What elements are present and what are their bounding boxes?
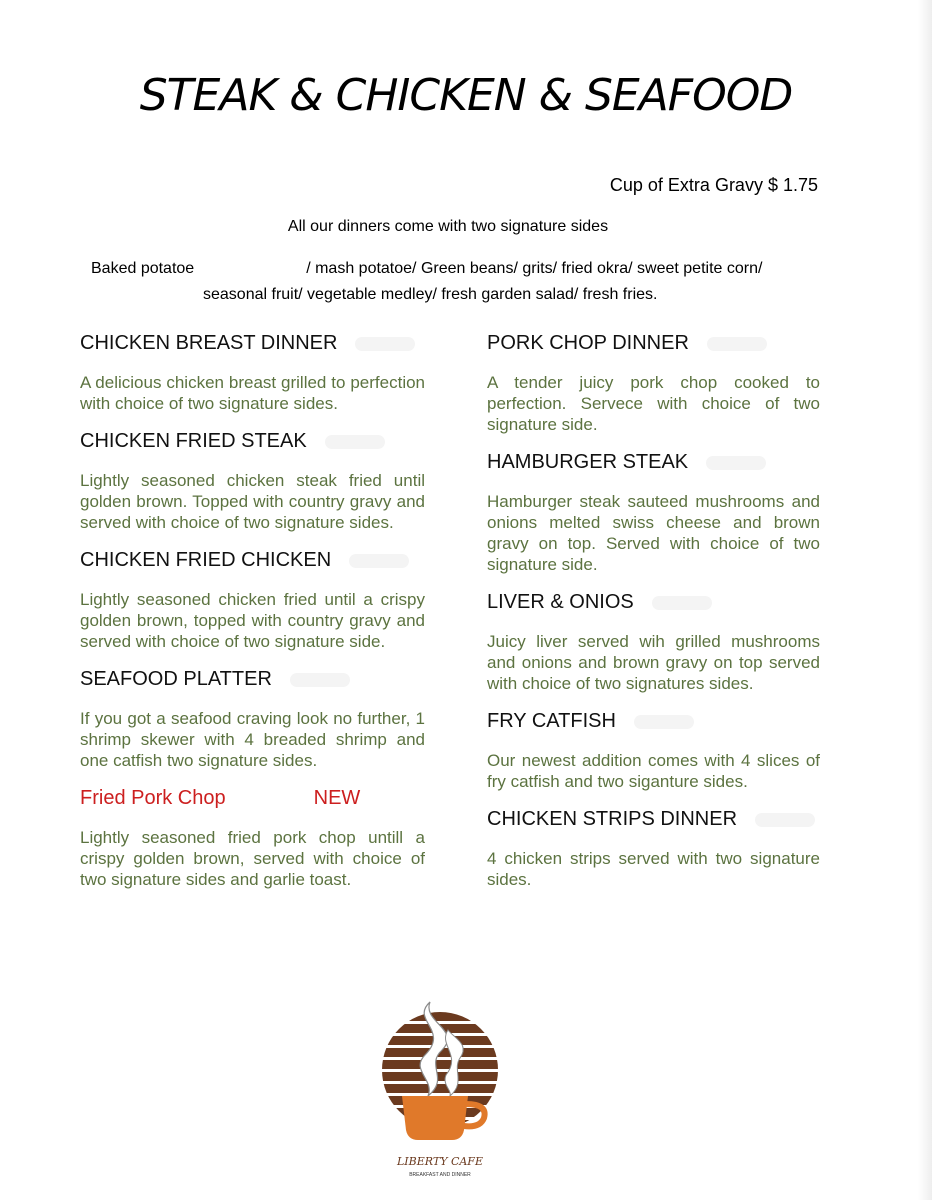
page-edge-shadow [918, 0, 932, 1200]
item-description: Our newest addition comes with 4 slices of fry catfish and two siganture sides. [487, 751, 820, 791]
item-name: CHICKEN BREAST DINNER [80, 332, 425, 355]
item-name: SEAFOOD PLATTER [80, 668, 425, 691]
item-description: Lightly seasoned chicken steak fried until golden brown. Topped with country gravy and served with choice of two signature sides. [80, 471, 425, 532]
menu-item [487, 710, 820, 792]
menu-item [487, 808, 820, 890]
item-name: CHICKEN FRIED CHICKEN [80, 549, 425, 572]
item-description: A tender juicy pork chop cooked to perfection. Servece with choice of two signature side. [487, 373, 820, 434]
item-description: If you got a seafood craving look no further, 1 shrimp skewer with 4 breaded shrimp and one catfish two signature sides. [80, 709, 425, 770]
menu-item [80, 332, 425, 414]
sides-baked-potato: Baked potatoe [91, 260, 195, 277]
item-description: Lightly seasoned fried pork chop untill a crispy golden brown, served with choice of two signature sides and garlie toast. [80, 828, 425, 889]
menu-title: STEAK & CHICKEN & SEAFOOD [139, 70, 793, 121]
menu-item [80, 549, 425, 652]
menu-item [80, 787, 425, 890]
item-name: FRY CATFISH [487, 710, 820, 733]
item-description: 4 chicken strips served with two signature sides. [487, 849, 820, 889]
sides-list-line2: seasonal fruit/ vegetable medley/ fresh garden salad/ fresh fries. [203, 286, 658, 303]
item-description: Juicy liver served wih grilled mushrooms and onions and brown gravy on top served with choice of two signatures sides. [487, 632, 820, 693]
logo-name: LIBERTY CAFE [397, 1155, 483, 1168]
menu-item [487, 332, 820, 435]
item-name: Fried Pork Chop NEW [80, 787, 361, 809]
sides-list-line1 [91, 260, 762, 278]
right-column [487, 332, 820, 906]
item-name: PORK CHOP DINNER [487, 332, 820, 355]
menu-item [80, 668, 425, 771]
extra-gravy-price: Cup of Extra Gravy $ 1.75 [609, 175, 818, 195]
logo-tagline: BREAKFAST AND DINNER [409, 1172, 471, 1178]
menu-item [487, 451, 820, 575]
sides-intro: All our dinners come with two signature sides [287, 218, 609, 235]
coffee-cup-icon [380, 1000, 500, 1190]
item-description: Lightly seasoned chicken fried until a crispy golden brown, topped with country gravy and served with choice of two signature side. [80, 590, 425, 651]
liberty-cafe-logo [380, 1000, 500, 1190]
menu-item [487, 591, 820, 694]
menu-item [80, 430, 425, 533]
new-badge: NEW [313, 787, 361, 809]
item-name: HAMBURGER STEAK [487, 451, 820, 474]
item-description: A delicious chicken breast grilled to perfection with choice of two signature sides. [80, 373, 425, 413]
item-name: CHICKEN STRIPS DINNER [487, 808, 820, 831]
item-name: LIVER & ONIOS [487, 591, 820, 614]
item-description: Hamburger steak sauteed mushrooms and onions melted swiss cheese and brown gravy on top. Served with choice of two signature side. [487, 492, 820, 574]
sides-rest: / mash potatoe/ Green beans/ grits/ fried okra/ sweet petite corn/ [306, 260, 763, 277]
item-name: CHICKEN FRIED STEAK [80, 430, 425, 453]
left-column [80, 332, 425, 906]
